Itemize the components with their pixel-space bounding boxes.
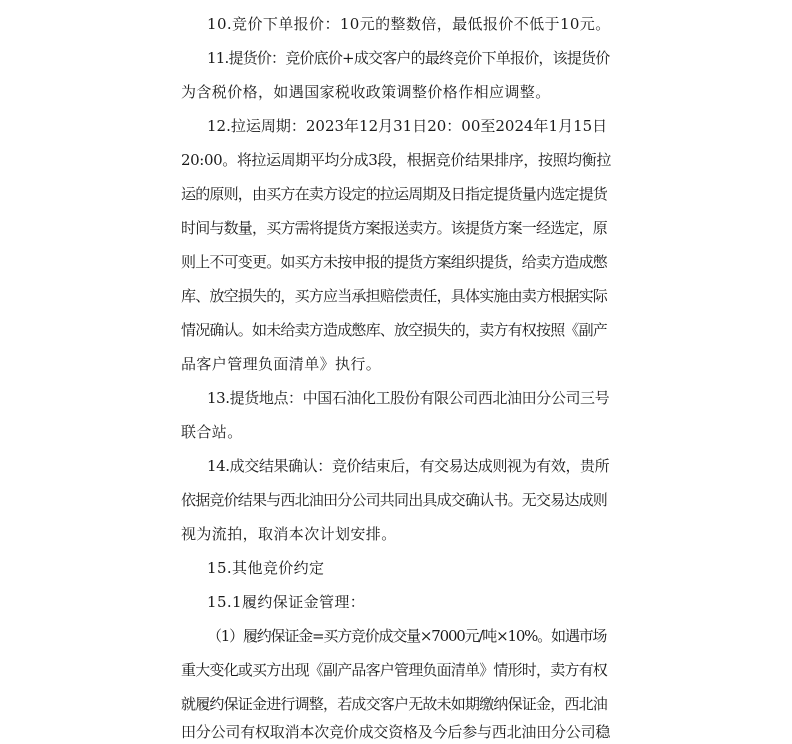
text-line: 依据竞价结果与西北油田分公司共同出具成交确认书。无交易达成则 [181, 491, 608, 509]
text-line: 情况确认。如未给卖方造成憋库、放空损失的，卖方有权按照《副产 [181, 321, 608, 339]
text-line: 品客户管理负面清单》执行。 [181, 355, 382, 373]
text-line: 则上不可变更。如买方未按申报的提货方案组织提货，给卖方造成憋 [181, 253, 608, 271]
text-line: 就履约保证金进行调整，若成交客户无故未如期缴纳保证金，西北油 [181, 695, 608, 713]
text-line-clause-14: 14.成交结果确认：竞价结束后，有交易达成则视为有效，贵所 [207, 457, 610, 475]
text-line: 运的原则，由买方在卖方设定的拉运周期及日指定提货量内选定提货 [181, 185, 608, 203]
text-line: 联合站。 [181, 423, 243, 441]
text-line: 时间与数量，买方需将提货方案报送卖方。该提货方案一经选定，原 [181, 219, 608, 237]
text-line: 田分公司有权取消本次竞价成交资格及今后参与西北油田分公司稳 [181, 723, 611, 741]
text-line-clause-10: 10.竞价下单报价：10元的整数倍，最低报价不低于10元。 [207, 15, 611, 33]
text-line-clause-12: 12.拉运周期：2023年12月31日20：00至2024年1月15日 [207, 117, 608, 135]
text-line: 视为流拍，取消本次计划安排。 [181, 525, 397, 543]
text-line-clause-15-1: 15.1履约保证金管理： [207, 593, 366, 611]
text-line-clause-11: 11.提货价：竞价底价+成交客户的最终竞价下单报价，该提货价 [207, 49, 610, 67]
text-line-clause-15: 15.其他竞价约定 [207, 559, 325, 577]
text-line: 为含税价格，如遇国家税收政策调整价格作相应调整。 [181, 83, 551, 101]
text-line-item-1: （1）履约保证金=买方竞价成交量×7000元/吨×10%。如遇市场 [207, 627, 607, 645]
text-line: 20:00。将拉运周期平均分成3段，根据竞价结果排序，按照均衡拉 [181, 151, 611, 169]
text-line: 重大变化或买方出现《副产品客户管理负面清单》情形时，卖方有权 [181, 661, 608, 679]
text-line: 库、放空损失的，买方应当承担赔偿责任，具体实施由卖方根据实际 [181, 287, 608, 305]
text-line-clause-13: 13.提货地点：中国石油化工股份有限公司西北油田分公司三号 [207, 389, 610, 407]
